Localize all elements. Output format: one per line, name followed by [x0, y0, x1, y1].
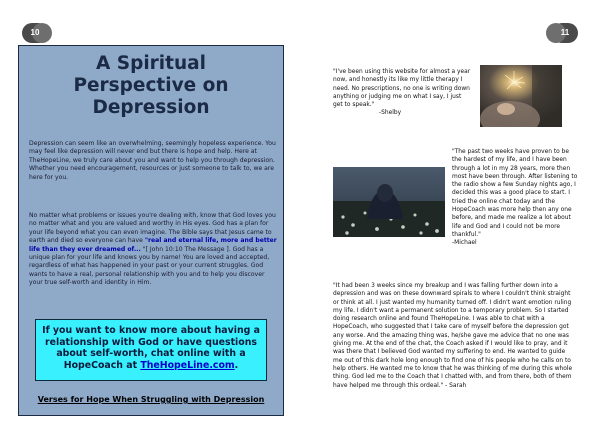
title-line-1: A Spiritual	[96, 53, 206, 74]
testimonial-author: - Sarah	[443, 382, 467, 389]
god-loves-you-paragraph	[29, 212, 277, 288]
left-page-panel	[18, 45, 284, 416]
field-image	[333, 167, 445, 237]
testimonial-author: -Shelby	[379, 110, 402, 117]
intro-paragraph: Depression can seem like an overwhelming, seemingly hopeless experience. You may feel like depression will never end but there is hope and help. Here at TheHopeLine, we truly care about you and want to help you through depression. Whether you need encouragement, resources or just someone to talk to, we are here for you.	[29, 140, 276, 181]
testimonial-text: "I've been using this website for almost a year now, and honestly its like my little therapy I need. No prescriptions, no one is writing down anything or judging me on what I say, I just get to speak."	[333, 69, 471, 109]
verses-for-hope-link[interactable]: Verses for Hope When Struggling with Depression	[37, 395, 265, 404]
hopeline-link[interactable]: TheHopeLine.com	[140, 359, 235, 371]
sparkler-image	[480, 65, 562, 127]
testimonial-text: "It had been 3 weeks since my breakup and I was falling further down into a depression and was on these downward spirals to where I couldn't think straight or think at all. I just wanted my humanity turned off. I didn't want emotion ruling my life. I didn't want a permanent solution to a temporary problem. So I started doing research online and found TheHopeLine. I was able to chat with a HopeCoach, who suggested that I take care of myself before the depression got any worse. And the amazing thing was, he/she gave me advice that no one was giving me. At the end of the chat, the Coach asked if I would like to pray, and it was there that I believed God wanted my suffering to end. He wanted to guide me out of this dark hole long enough to find one of his people who he calls on to help others. He wanted me to know that he was thinking of me during this whole thing. God led me to the Coach that I chatted with, and from there, both of them have helped me through this ordeal."	[333, 283, 573, 389]
sparkler-photo	[480, 65, 562, 127]
page-number-left: 10	[30, 28, 40, 37]
testimonial-shelby	[333, 68, 471, 118]
page-number-right: 11	[560, 28, 570, 37]
title-line-3: Depression	[92, 97, 210, 118]
testimonial-text: "The past two weeks have proven to be the hardest of my life, and I have been through a lot in my 28 years, more then most have been through. After listening to the radio show a few Sunday nights ago, I decided this was a good place to start. I tried the online chat today and the HopeCoach was more help then any one before, and made me realize a lot about life and God and I could not be more thankful."	[452, 149, 578, 238]
hopecoach-callout	[35, 319, 267, 381]
page-number-badge-right	[552, 23, 578, 43]
bible-quote-highlight: "real and eternal life, more and better life than they ever dreamed of...	[29, 237, 277, 253]
field-photo	[333, 167, 445, 237]
testimonial-michael	[452, 148, 578, 248]
title-line-2: Perspective on	[73, 75, 229, 96]
page-title	[19, 53, 283, 119]
testimonial-author: -Michael	[452, 240, 477, 247]
paragraph-text: No matter what problems or issues you're dealing with, know that God loves you no matter what and you are valued and worthy in His eyes. God has a plan for your life beyond what you can even imagine. The Bible says that Jesus came to earth and died so everyone can have	[29, 212, 276, 245]
testimonial-sarah	[333, 282, 576, 390]
callout-text: If you want to know more about having a relationship with God or have questions about self-worth, chat online with a HopeCoach at	[42, 325, 260, 371]
paragraph-text: "[ John 10:10 The Message ]. God has a unique plan for your life and knows you by name! You are loved and accepted, regardless of what has happened in your past or your current struggles. God wants to have a real, personal relationship with you and to help you discover your true self-worth and identity in Him.	[29, 245, 270, 287]
page-number-badge-left	[22, 23, 48, 43]
callout-period: .	[234, 359, 239, 371]
